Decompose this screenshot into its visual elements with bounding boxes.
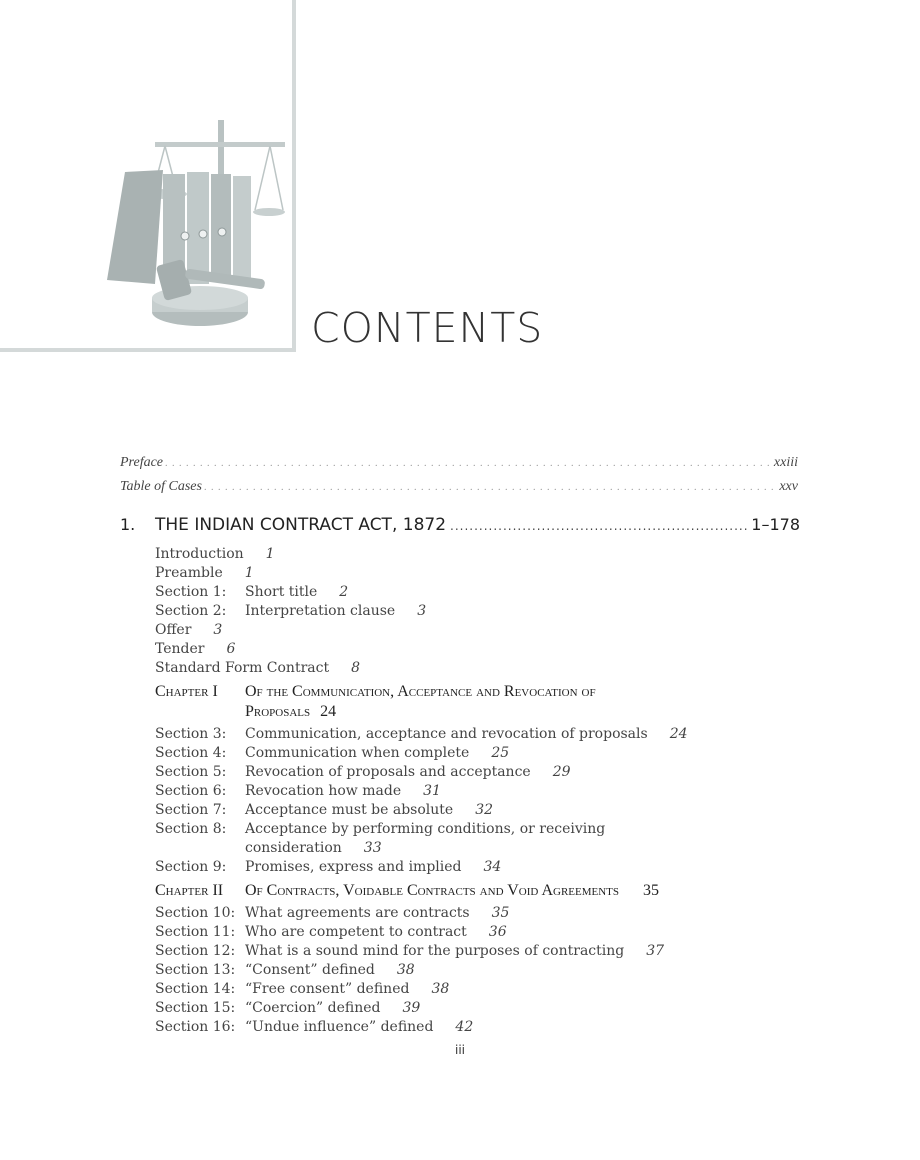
leader-dots bbox=[204, 482, 777, 493]
toc-entry[interactable]: Section 10: What agreements are contracts 35 bbox=[155, 905, 510, 921]
toc-table-of-cases[interactable] bbox=[120, 479, 798, 495]
toc-entry[interactable]: Section 12: What is a sound mind for the purposes of contracting 37 bbox=[155, 943, 665, 959]
leader-dots bbox=[165, 458, 772, 469]
toc-entry[interactable]: Section 8: Acceptance by performing conditions, or receiving consideration 33 bbox=[155, 821, 606, 856]
toc-label: Table of Cases bbox=[120, 479, 202, 494]
toc-entry[interactable]: Section 9: Promises, express and implied 34 bbox=[155, 859, 502, 875]
decorative-frame bbox=[0, 0, 296, 352]
toc-entry[interactable]: Section 2: Interpretation clause 3 bbox=[155, 603, 427, 619]
chapter-label: Chapter II bbox=[155, 882, 224, 899]
toc-entry[interactable]: Section 4: Communication when complete 25 bbox=[155, 745, 510, 761]
toc-entry[interactable]: Section 13: “Consent” defined 38 bbox=[155, 962, 415, 978]
toc-preface[interactable] bbox=[120, 455, 798, 471]
toc-page: xxiii bbox=[773, 455, 798, 470]
toc-chapter-1[interactable] bbox=[120, 515, 800, 535]
toc-entry[interactable]: Section 6: Revocation how made 31 bbox=[155, 783, 441, 799]
chapter-title: Of Contracts, Voidable Contracts and Void Agreements bbox=[245, 882, 619, 899]
chapter-page: 24 bbox=[320, 703, 337, 720]
toc-entry[interactable]: Section 15: “Coercion” defined 39 bbox=[155, 1000, 421, 1016]
toc-entry[interactable]: Section 5: Revocation of proposals and acceptance 29 bbox=[155, 764, 571, 780]
chapter-title: Of the Communication, Acceptance and Revocation of bbox=[245, 683, 596, 700]
toc-entry[interactable]: Offer 3 bbox=[155, 622, 223, 638]
toc-entry[interactable]: Section 11: Who are competent to contract 36 bbox=[155, 924, 507, 940]
toc-body bbox=[155, 545, 775, 1037]
toc-label: Preface bbox=[120, 455, 164, 470]
chapter-pages: 1–178 bbox=[751, 515, 800, 534]
toc-entry[interactable]: Section 3: Communication, acceptance and revocation of proposals 24 bbox=[155, 726, 688, 742]
chapter-number: 1. bbox=[120, 515, 136, 534]
toc-entry[interactable]: Preamble 1 bbox=[155, 565, 254, 581]
page-number: iii bbox=[454, 1043, 465, 1057]
toc-entry[interactable]: Section 1: Short title 2 bbox=[155, 584, 349, 600]
page-title: CONTENTS bbox=[311, 304, 544, 352]
leader-dots bbox=[450, 519, 747, 533]
toc-entry[interactable]: Tender 6 bbox=[155, 641, 236, 657]
chapter-label: Chapter I bbox=[155, 683, 218, 700]
toc-entry[interactable]: Introduction 1 bbox=[155, 546, 275, 562]
toc-page: xxv bbox=[779, 479, 798, 494]
chapter-title: THE INDIAN CONTRACT ACT, 1872 bbox=[155, 515, 447, 535]
toc-entry[interactable]: Section 14: “Free consent” defined 38 bbox=[155, 981, 450, 997]
toc-chapter-II[interactable] bbox=[155, 881, 775, 901]
toc-entry[interactable]: Section 16: “Undue influence” defined 42 bbox=[155, 1019, 474, 1035]
chapter-title-cont: Proposals bbox=[245, 703, 311, 720]
toc-entry[interactable]: Section 7: Acceptance must be absolute 32 bbox=[155, 802, 494, 818]
toc-entry[interactable]: Standard Form Contract 8 bbox=[155, 660, 360, 676]
chapter-page: 35 bbox=[643, 882, 659, 899]
law-scales-gavel-icon bbox=[105, 112, 285, 338]
toc-chapter-I[interactable] bbox=[155, 682, 775, 722]
